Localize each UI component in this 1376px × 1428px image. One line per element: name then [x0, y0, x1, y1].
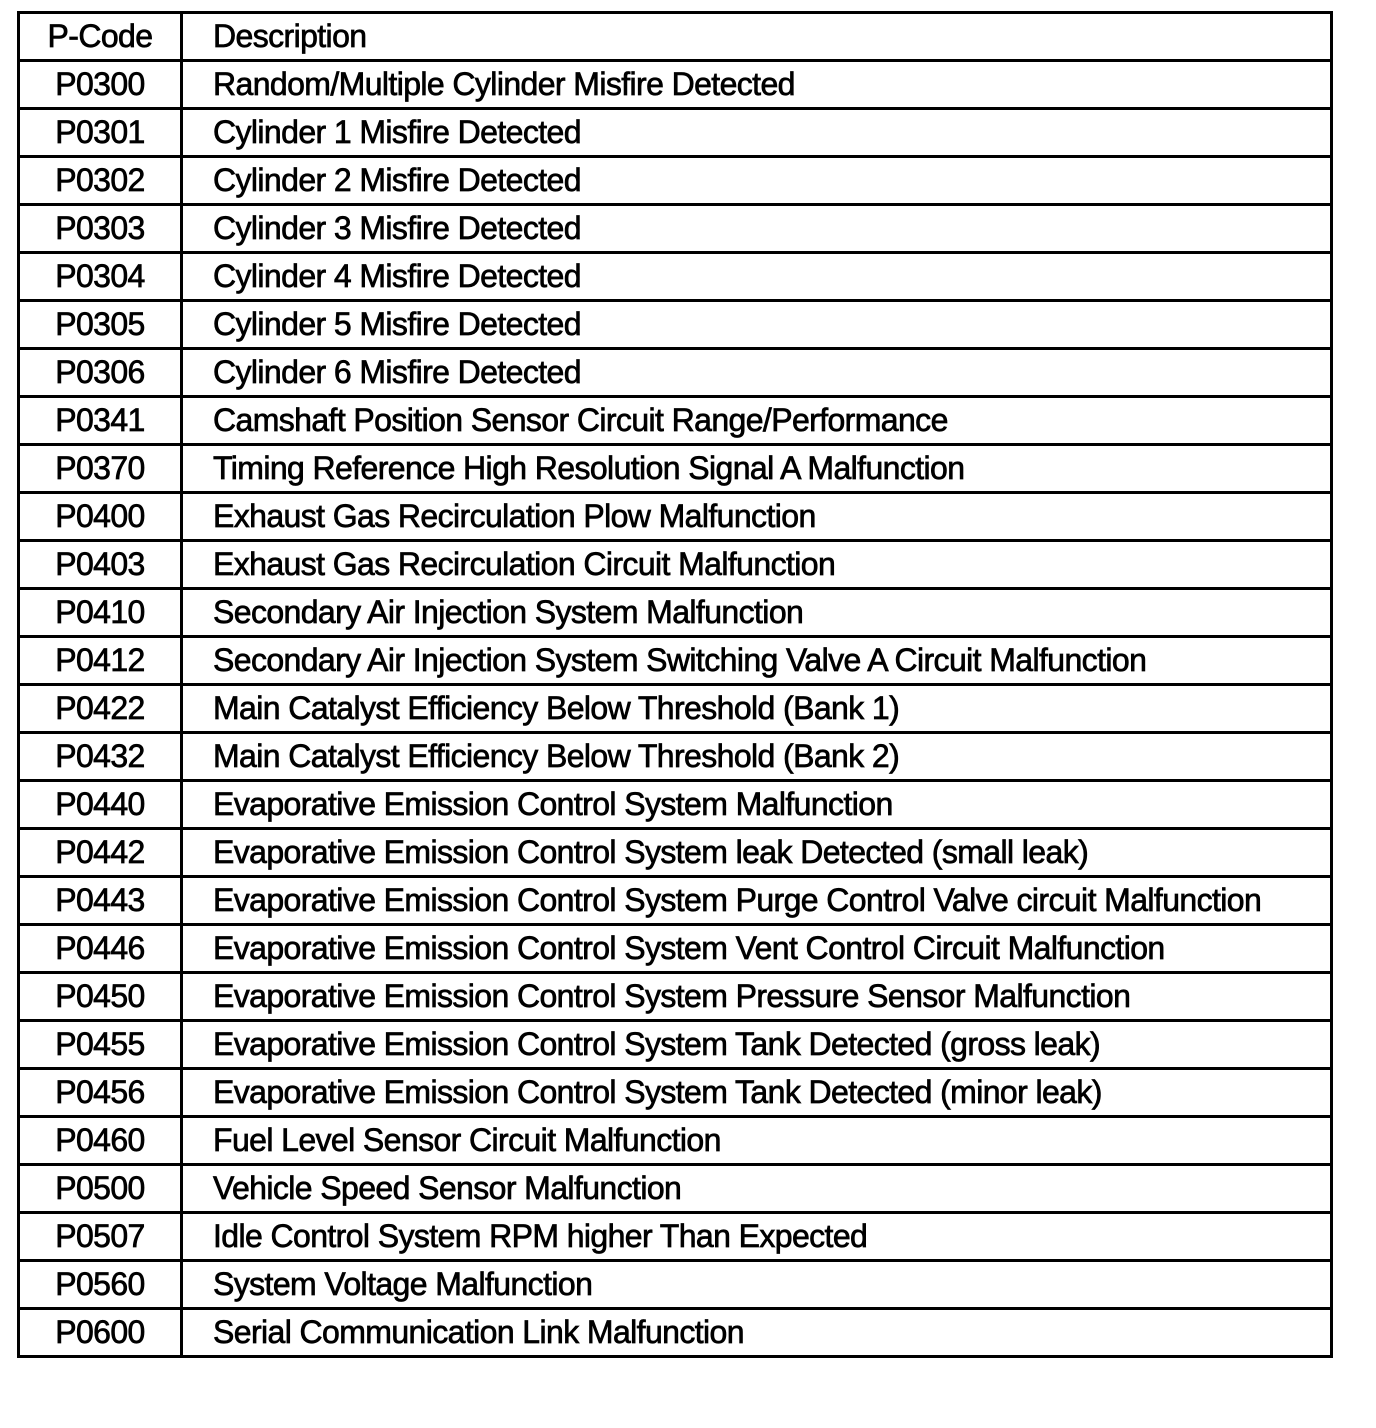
table-row: [19, 1069, 1332, 1117]
p-code-cell: P0305: [19, 301, 182, 349]
description-cell: Random/Multiple Cylinder Misfire Detected: [182, 61, 1332, 109]
table-row: [19, 541, 1332, 589]
description-cell: Vehicle Speed Sensor Malfunction: [182, 1165, 1332, 1213]
p-code-cell: P0341: [19, 397, 182, 445]
p-code-cell: P0507: [19, 1213, 182, 1261]
table-row: [19, 1117, 1332, 1165]
description-cell: Evaporative Emission Control System Malfunction: [182, 781, 1332, 829]
p-code-cell: P0302: [19, 157, 182, 205]
table-row: [19, 1213, 1332, 1261]
description-cell: Evaporative Emission Control System Tank Detected (gross leak): [182, 1021, 1332, 1069]
table-row: [19, 877, 1332, 925]
table-row: [19, 1021, 1332, 1069]
table-row: [19, 637, 1332, 685]
p-code-cell: P0460: [19, 1117, 182, 1165]
p-code-cell: P0456: [19, 1069, 182, 1117]
table-row: [19, 733, 1332, 781]
description-cell: Cylinder 1 Misfire Detected: [182, 109, 1332, 157]
description-cell: Cylinder 6 Misfire Detected: [182, 349, 1332, 397]
p-code-cell: P0443: [19, 877, 182, 925]
p-code-table: [17, 11, 1333, 1358]
table-row: [19, 1261, 1332, 1309]
p-code-cell: P0500: [19, 1165, 182, 1213]
p-code-cell: P0440: [19, 781, 182, 829]
header-description: Description: [182, 13, 1332, 61]
description-cell: Exhaust Gas Recirculation Plow Malfunction: [182, 493, 1332, 541]
table-row: [19, 1309, 1332, 1357]
table-header-row: [19, 13, 1332, 61]
table-row: [19, 349, 1332, 397]
description-cell: Evaporative Emission Control System Pressure Sensor Malfunction: [182, 973, 1332, 1021]
description-cell: Secondary Air Injection System Switching Valve A Circuit Malfunction: [182, 637, 1332, 685]
table-row: [19, 493, 1332, 541]
p-code-cell: P0446: [19, 925, 182, 973]
p-code-cell: P0370: [19, 445, 182, 493]
p-code-cell: P0403: [19, 541, 182, 589]
p-code-cell: P0560: [19, 1261, 182, 1309]
p-code-cell: P0304: [19, 253, 182, 301]
table-row: [19, 925, 1332, 973]
table-row: [19, 205, 1332, 253]
description-cell: Timing Reference High Resolution Signal A Malfunction: [182, 445, 1332, 493]
description-cell: Cylinder 4 Misfire Detected: [182, 253, 1332, 301]
table-row: [19, 301, 1332, 349]
p-code-cell: P0600: [19, 1309, 182, 1357]
table-body: [19, 61, 1332, 1357]
description-cell: Secondary Air Injection System Malfunction: [182, 589, 1332, 637]
p-code-cell: P0412: [19, 637, 182, 685]
p-code-cell: P0422: [19, 685, 182, 733]
description-cell: Camshaft Position Sensor Circuit Range/Performance: [182, 397, 1332, 445]
description-cell: Main Catalyst Efficiency Below Threshold (Bank 2): [182, 733, 1332, 781]
description-cell: Main Catalyst Efficiency Below Threshold (Bank 1): [182, 685, 1332, 733]
table-row: [19, 829, 1332, 877]
description-cell: Cylinder 3 Misfire Detected: [182, 205, 1332, 253]
table-row: [19, 445, 1332, 493]
p-code-cell: P0400: [19, 493, 182, 541]
p-code-cell: P0301: [19, 109, 182, 157]
p-code-cell: P0450: [19, 973, 182, 1021]
table-row: [19, 589, 1332, 637]
table-row: [19, 157, 1332, 205]
description-cell: Cylinder 5 Misfire Detected: [182, 301, 1332, 349]
p-code-cell: P0300: [19, 61, 182, 109]
description-cell: Idle Control System RPM higher Than Expected: [182, 1213, 1332, 1261]
description-cell: Cylinder 2 Misfire Detected: [182, 157, 1332, 205]
description-cell: Evaporative Emission Control System Vent Control Circuit Malfunction: [182, 925, 1332, 973]
description-cell: System Voltage Malfunction: [182, 1261, 1332, 1309]
p-code-cell: P0306: [19, 349, 182, 397]
table-row: [19, 253, 1332, 301]
p-code-cell: P0455: [19, 1021, 182, 1069]
table-row: [19, 61, 1332, 109]
table-row: [19, 1165, 1332, 1213]
p-code-cell: P0432: [19, 733, 182, 781]
table-row: [19, 397, 1332, 445]
description-cell: Serial Communication Link Malfunction: [182, 1309, 1332, 1357]
p-code-cell: P0303: [19, 205, 182, 253]
p-code-cell: P0442: [19, 829, 182, 877]
table-row: [19, 685, 1332, 733]
description-cell: Exhaust Gas Recirculation Circuit Malfunction: [182, 541, 1332, 589]
description-cell: Evaporative Emission Control System leak Detected (small leak): [182, 829, 1332, 877]
description-cell: Evaporative Emission Control System Purge Control Valve circuit Malfunction: [182, 877, 1332, 925]
p-code-cell: P0410: [19, 589, 182, 637]
header-p-code: P-Code: [19, 13, 182, 61]
table-row: [19, 109, 1332, 157]
description-cell: Evaporative Emission Control System Tank Detected (minor leak): [182, 1069, 1332, 1117]
table-row: [19, 781, 1332, 829]
table-row: [19, 973, 1332, 1021]
description-cell: Fuel Level Sensor Circuit Malfunction: [182, 1117, 1332, 1165]
